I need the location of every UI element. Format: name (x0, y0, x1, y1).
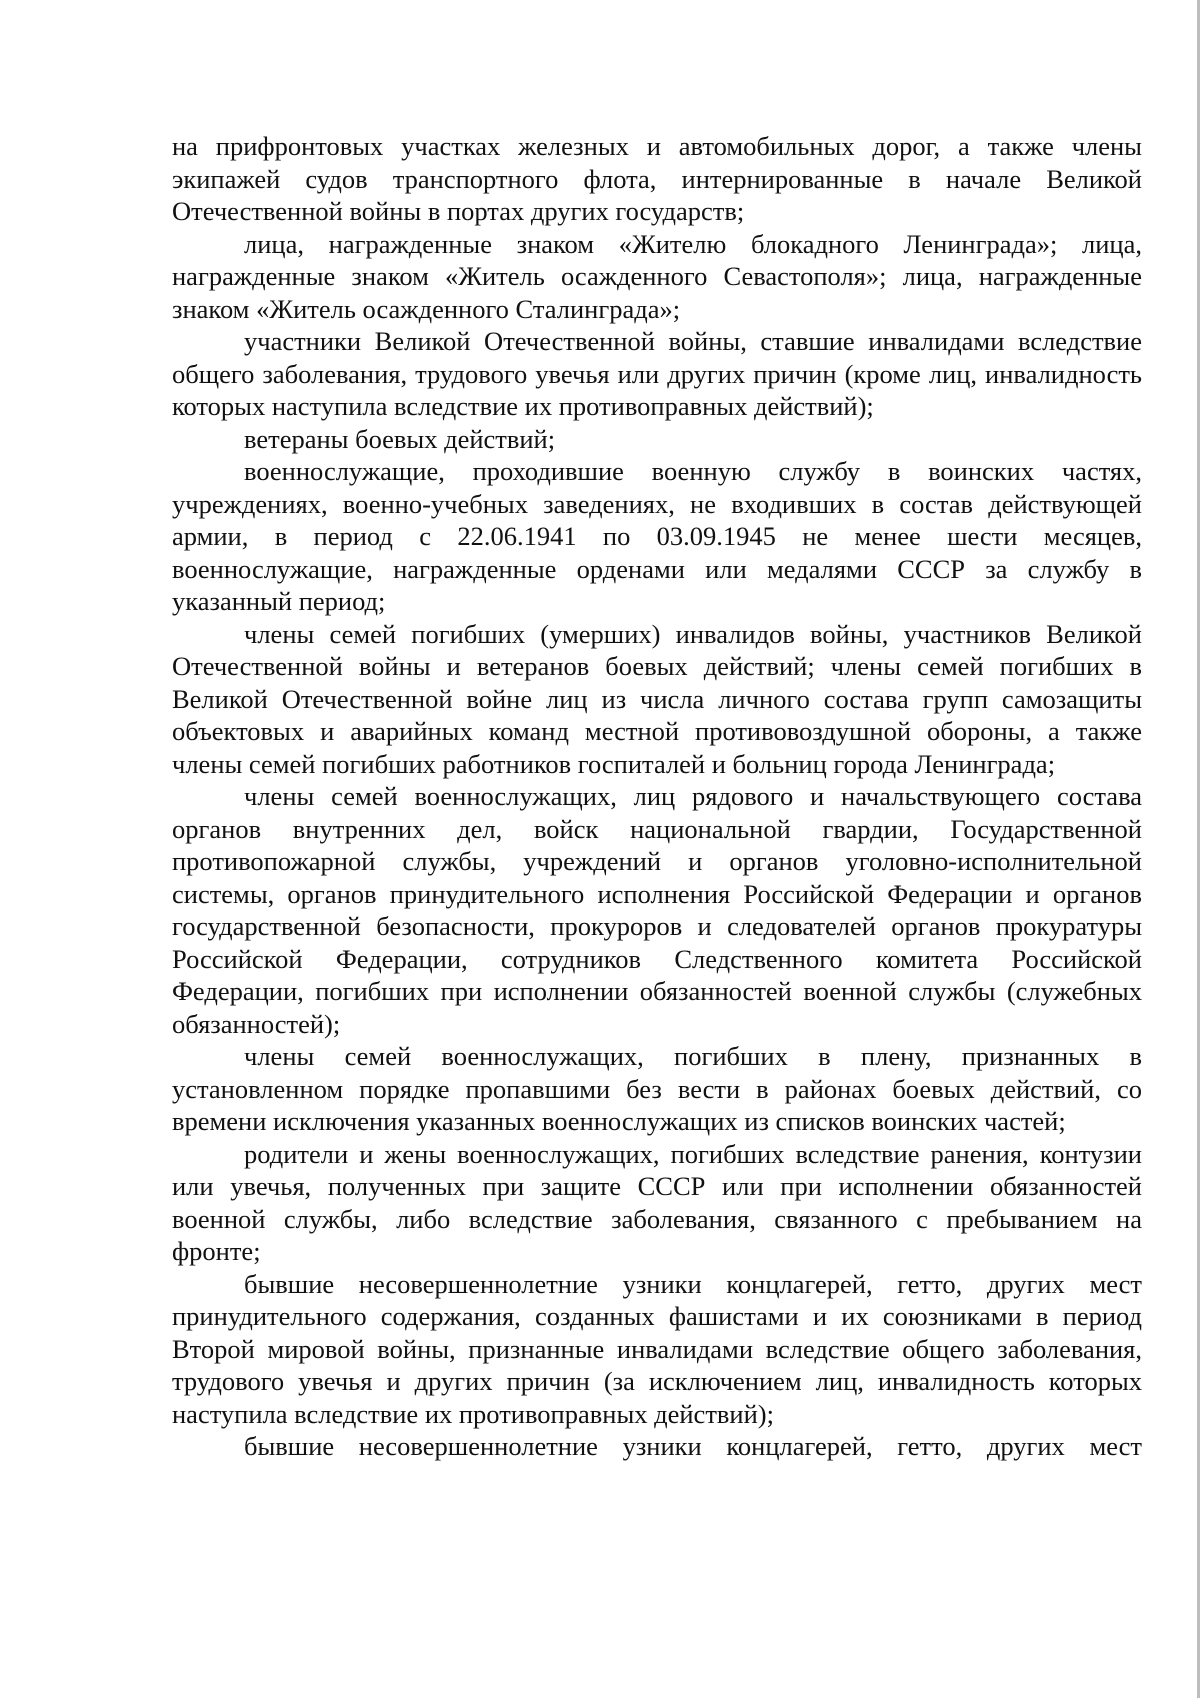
paragraph-continuation: на прифронтовых участках железных и автомобильных дорог, а также члены экипажей судов транспортного флота, интернированные в начале Великой Отечественной войны в портах других государств; (172, 131, 1142, 226)
document-body (172, 130, 1142, 1463)
paragraph-disabled-war-participants: участники Великой Отечественной войны, ставшие инвалидами вследствие общего заболевания, трудового увечья или других причин (кроме лиц, инвалидность которых наступила вследствие их противоправных действий); (172, 326, 1142, 421)
paragraph-parents-and-wives: родители и жены военнослужащих, погибших вследствие ранения, контузии или увечья, полученных при защите СССР или при исполнении обязанностей военной службы, либо вследствие заболевания, связанного с пребыванием на фронте; (172, 1138, 1142, 1266)
paragraph-families-of-deceased: члены семей погибших (умерших) инвалидов войны, участников Великой Отечественной войны и ветеранов боевых действий; члены семей погибших в Великой Отечественной войне лиц из числа личного состава групп самозащиты объектовых и аварийных команд местной противовоздушной обороны, а также члены семей погибших работников госпиталей и больниц города Ленинграда; (172, 618, 1142, 779)
paragraph-combat-veterans: ветераны боевых действий; (244, 423, 556, 454)
paragraph-families-of-captured: члены семей военнослужащих, погибших в плену, признанных в установленном порядке пропавшими без вести в районах боевых действий, со времени исключения указанных военнослужащих из списков воинских частей; (172, 1041, 1142, 1136)
paragraph-rear-servicemen: военнослужащие, проходившие военную службу в воинских частях, учреждениях, военно-учебных заведениях, не входивших в состав действующей армии, в период с 22.06.1941 по 03.09.1945 не менее шести месяцев, военнослужащие, награжденные орденами или медалями СССР за службу в указанный период; (172, 456, 1142, 616)
paragraph-former-minor-prisoners: бывшие несовершеннолетние узники концлагерей, гетто, других мест (244, 1431, 1142, 1461)
paragraph-families-of-officers: члены семей военнослужащих, лиц рядового и начальствующего состава органов внутренних дел, войск национальной гвардии, Государственной противопожарной службы, учреждений и органов уголовно-исполнительной системы, органов принудительного исполнения Российской Федерации и органов государственной безопасности, прокуроров и следователей органов прокуратуры Российской Федерации, сотрудников Следственного комитета Российской Федерации, погибших при исполнении обязанностей военной службы (служебных обязанностей); (172, 781, 1142, 1039)
paragraph-blockade-badge-holders: лица, награжденные знаком «Жителю блокадного Ленинграда»; лица, награжденные знаком «Житель осажденного Севастополя»; лица, награжденные знаком «Житель осажденного Сталинграда»; (172, 228, 1142, 324)
paragraph-former-minor-prisoners-disabled: бывшие несовершеннолетние узники концлагерей, гетто, других мест принудительного содержания, созданных фашистами и их союзниками в период Второй мировой войны, признанные инвалидами вследствие общего заболевания, трудового увечья и других причин (за исключением лиц, инвалидность которых наступила вследствие их противоправных действий); (172, 1268, 1142, 1429)
